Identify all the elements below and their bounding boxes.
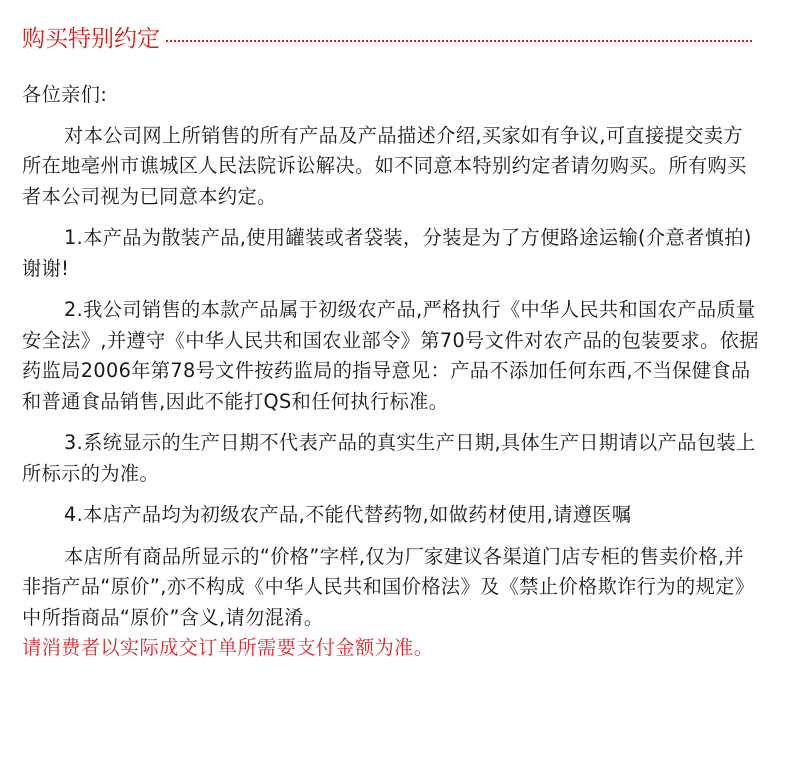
clause-3: 3.系统显示的生产日期不代表产品的真实生产日期,具体生产日期请以产品包装上所标示的为准。 [22, 431, 756, 485]
page-title: 购买特别约定 [22, 25, 160, 52]
intro-paragraph: 对本公司网上所销售的所有产品及产品描述介绍,买家如有争议,可直接提交卖方所在地亳州市谯城区人民法院诉讼解决。如不同意本特别约定者请勿购买。所有购买者本公司视为已同意本约定。 [22, 123, 747, 208]
title-dotted-divider [166, 40, 752, 42]
payment-note: 请消费者以实际成交订单所需要支付金额为准。 [22, 636, 434, 659]
section-header [22, 18, 752, 54]
price-note-paragraph: 本店所有商品所显示的“价格”字样,仅为厂家建议各渠道门店专柜的售卖价格,并非指产品“原价”,亦不构成《中华人民共和国价格法》及《禁止价格欺诈行为的规定》中所指商品“原价”含义,请勿混淆。 [22, 544, 755, 629]
clause-1: 1.本产品为散装产品,使用罐装或者袋装，分装是为了方便路途运输(介意者慎拍)谢谢! [22, 226, 752, 280]
clause-2: 2.我公司销售的本款产品属于初级农产品,严格执行《中华人民共和国农产品质量安全法》,并遵守《中华人民共和国农业部令》第70号文件对农产品的包装要求。依据药监局2006年第78号文件按药监局的指导意见：产品不添加任何东西,不当保健食品和普通食品销售,因此不能打QS和任何执行标准。 [22, 298, 759, 413]
greeting-text: 各位亲们: [22, 83, 108, 106]
clause-4: 4.本店产品均为初级农产品,不能代替药物,如做药材使用,请遵医嘱 [64, 503, 632, 526]
agreement-body [22, 80, 762, 664]
